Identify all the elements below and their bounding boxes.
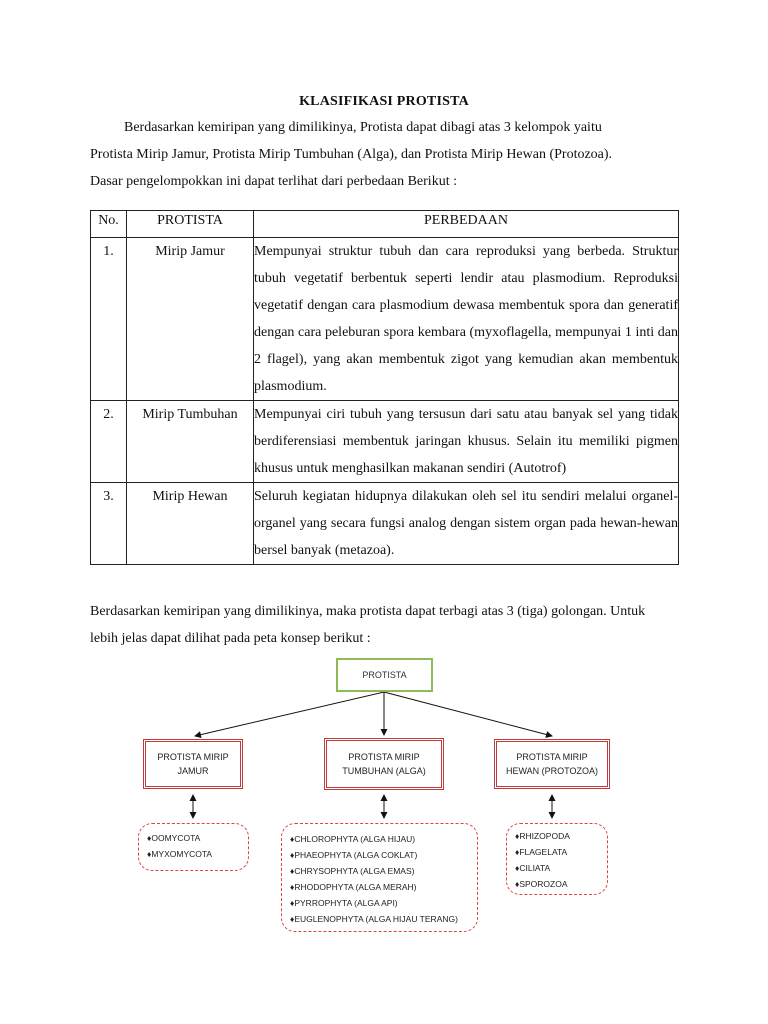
list-item: ♦ EUGLENOPHYTA (ALGA HIJAU TERANG) xyxy=(290,911,469,927)
row-description: Seluruh kegiatan hidupnya dilakukan oleh sel itu sendiri melalui organel-organel yang secara fungsi analog dengan sistem organ pada hewan-hewan bersel banyak (metazoa). xyxy=(254,483,679,565)
concept-list-jamur xyxy=(138,823,249,871)
list-item: ♦ CHRYSOPHYTA (ALGA EMAS) xyxy=(290,863,469,879)
intro-line-3: Dasar pengelompokkan ini dapat terlihat dari perbedaan Berikut : xyxy=(90,174,457,189)
list-item: ♦ SPOROZOA xyxy=(515,876,599,892)
group-label-line1: PROTISTA MIRIP xyxy=(348,752,420,762)
header-protista: PROTISTA xyxy=(127,211,254,238)
concept-group-jamur xyxy=(143,739,243,789)
concept-list-hewan xyxy=(506,823,608,895)
outro-line-2: lebih jelas dapat dilihat pada peta konsep berikut : xyxy=(90,631,371,646)
arrow-root-to-hewan xyxy=(384,692,552,736)
list-item: ♦ OOMYCOTA xyxy=(147,830,240,846)
row-description: Mempunyai struktur tubuh dan cara reproduksi yang berbeda. Struktur tubuh vegetatif berbentuk seperti lendir atau plasmodium. Reproduksi vegetatif dengan cara plasmodium dewasa membentuk spora dan generatif dengan cara peleburan spora kembara (myxoflagella, mempunyai 1 inti dan 2 flagel), yang akan membentuk zigot yang kemudian akan membentuk plasmodium. xyxy=(254,238,679,401)
row-number: 2. xyxy=(91,401,127,483)
intro-line-2: Protista Mirip Jamur, Protista Mirip Tumbuhan (Alga), dan Protista Mirip Hewan (Protozoa). xyxy=(90,147,613,162)
concept-root-box: PROTISTA xyxy=(336,658,433,692)
group-label-line2: TUMBUHAN (ALGA) xyxy=(342,766,426,776)
group-label-line1: PROTISTA MIRIP xyxy=(516,752,588,762)
row-protista: Mirip Tumbuhan xyxy=(127,401,254,483)
list-item: ♦ MYXOMYCOTA xyxy=(147,846,240,862)
row-protista: Mirip Hewan xyxy=(127,483,254,565)
header-no: No. xyxy=(91,211,127,238)
row-description: Mempunyai ciri tubuh yang tersusun dari satu atau banyak sel yang tidak berdiferensiasi membentuk jaringan khusus. Selain itu memiliki pigmen khusus untuk menghasilkan makanan sendiri (Autotrof) xyxy=(254,401,679,483)
header-perbedaan: PERBEDAAN xyxy=(254,211,679,238)
list-item: ♦ PHAEOPHYTA (ALGA COKLAT) xyxy=(290,847,469,863)
arrow-root-to-jamur xyxy=(195,692,384,736)
outro-line-1: Berdasarkan kemiripan yang dimilikinya, maka protista dapat terbagi atas 3 (tiga) golongan. Untuk xyxy=(90,604,646,619)
document-title: KLASIFIKASI PROTISTA xyxy=(299,94,469,109)
list-item: ♦ CILIATA xyxy=(515,860,599,876)
list-item: ♦ CHLOROPHYTA (ALGA HIJAU) xyxy=(290,831,469,847)
row-number: 3. xyxy=(91,483,127,565)
list-item: ♦ RHODOPHYTA (ALGA MERAH) xyxy=(290,879,469,895)
row-protista: Mirip Jamur xyxy=(127,238,254,401)
concept-group-tumbuhan xyxy=(324,738,444,790)
list-item: ♦ FLAGELATA xyxy=(515,844,599,860)
intro-line-1: Berdasarkan kemiripan yang dimilikinya, Protista dapat dibagi atas 3 kelompok yaitu xyxy=(124,120,602,135)
group-label-line2: HEWAN (PROTOZOA) xyxy=(506,766,598,776)
concept-list-tumbuhan xyxy=(281,823,478,932)
group-label-line1: PROTISTA MIRIP xyxy=(157,752,229,762)
list-item: ♦ PYRROPHYTA (ALGA API) xyxy=(290,895,469,911)
concept-group-hewan xyxy=(494,739,610,789)
list-item: ♦ RHIZOPODA xyxy=(515,828,599,844)
row-number: 1. xyxy=(91,238,127,401)
group-label-line2: JAMUR xyxy=(177,766,209,776)
